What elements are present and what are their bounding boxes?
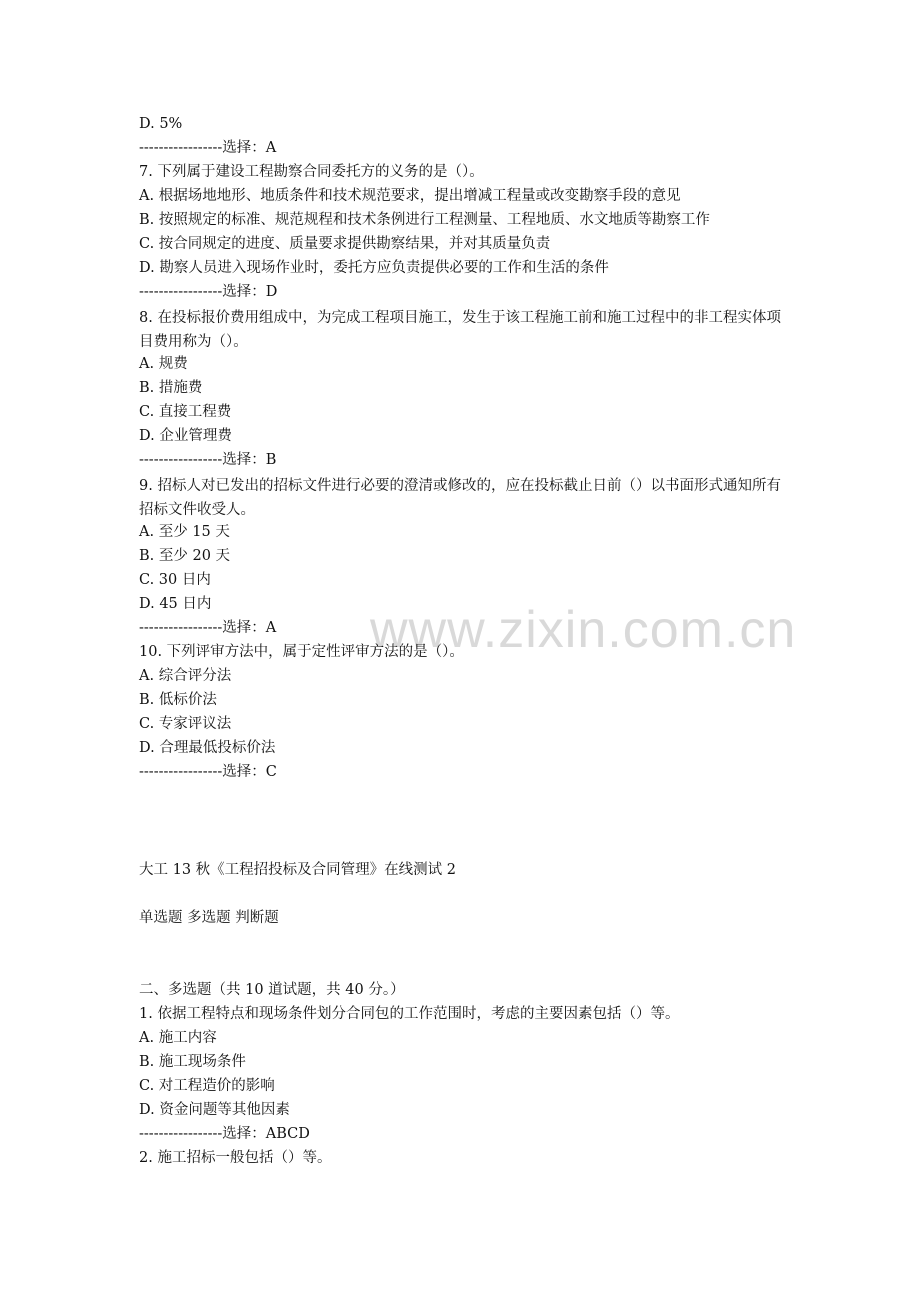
option-text: C. 专家评议法 (139, 716, 232, 732)
answer-line: -----------------选择：A (139, 620, 277, 636)
question-10: 10. 下列评审方法中，属于定性评审方法的是（）。 (139, 644, 464, 660)
option-text: C. 对工程造价的影响 (139, 1078, 275, 1094)
option-text: A. 规费 (139, 356, 188, 372)
option-text: D. 合理最低投标价法 (139, 740, 276, 756)
answer-line: -----------------选择：ABCD (139, 1126, 310, 1142)
answer-line: -----------------选择：A (139, 140, 277, 156)
option-text: D. 45 日内 (139, 596, 212, 612)
answer-line: -----------------选择：D (139, 284, 278, 300)
option-text: C. 30 日内 (139, 572, 211, 588)
option-text: B. 措施费 (139, 380, 203, 396)
question-m1: 1. 依据工程特点和现场条件划分合同包的工作范围时，考虑的主要因素包括（）等。 (139, 1006, 680, 1022)
question-7: 7. 下列属于建设工程勘察合同委托方的义务的是（）。 (139, 164, 484, 180)
option-text: B. 低标价法 (139, 692, 217, 708)
option-text: D. 勘察人员进入现场作业时，委托方应负责提供必要的工作和生活的条件 (139, 260, 609, 276)
question-types: 单选题 多选题 判断题 (139, 910, 279, 926)
option-text: A. 根据场地地形、地质条件和技术规范要求，提出增减工程量或改变勘察手段的意见 (139, 188, 681, 204)
option-text: C. 按合同规定的进度、质量要求提供勘察结果，并对其质量负责 (139, 236, 551, 252)
option-text: D. 资金问题等其他因素 (139, 1102, 290, 1118)
option-text: B. 施工现场条件 (139, 1054, 246, 1070)
option-text: C. 直接工程费 (139, 404, 232, 420)
watermark: www.zixin.com.cn (370, 601, 797, 659)
option-text: B. 按照规定的标准、规范规程和技术条例进行工程测量、工程地质、水文地质等勘察工作 (139, 212, 710, 228)
test-title: 大工 13 秋《工程招投标及合同管理》在线测试 2 (139, 862, 457, 878)
question-9: 9. 招标人对已发出的招标文件进行必要的澄清或修改的，应在投标截止日前（）以书面形式通知所有招标文件收受人。 (139, 478, 781, 518)
option-text: A. 至少 15 天 (139, 524, 230, 540)
answer-line: -----------------选择：B (139, 452, 277, 468)
option-text: D. 企业管理费 (139, 428, 232, 444)
answer-line: -----------------选择：C (139, 764, 277, 780)
option-text: A. 综合评分法 (139, 668, 232, 684)
section-heading: 二、多选题（共 10 道试题，共 40 分。） (139, 982, 405, 998)
option-text: D. 5% (139, 116, 183, 132)
question-8: 8. 在投标报价费用组成中，为完成工程项目施工，发生于该工程施工前和施工过程中的非工程实体项目费用称为（）。 (139, 310, 781, 350)
question-m2: 2. 施工招标一般包括（）等。 (139, 1150, 332, 1166)
option-text: B. 至少 20 天 (139, 548, 231, 564)
option-text: A. 施工内容 (139, 1030, 217, 1046)
